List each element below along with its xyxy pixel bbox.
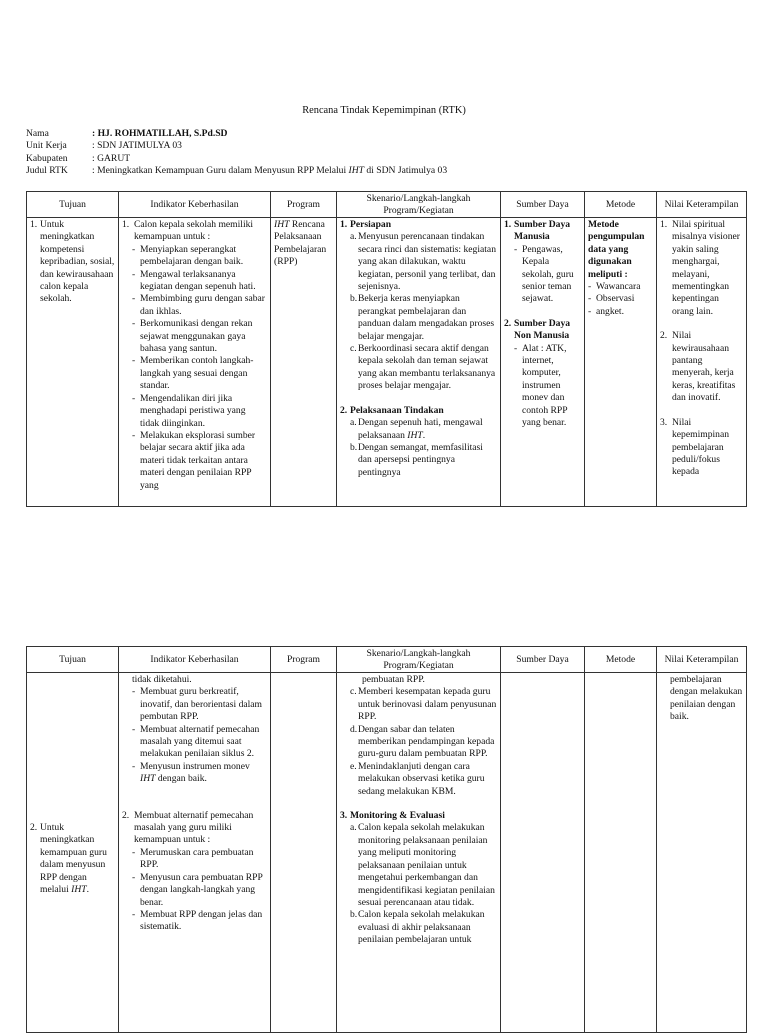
list-item: Menyusun cara pembuatan RPP dengan langkah-langkah yang benar.	[140, 871, 263, 908]
section-number: 1.	[340, 219, 348, 230]
section-title: Monitoring & Evaluasi	[350, 810, 445, 822]
indikator-continued: tidak diketahui.	[132, 674, 192, 685]
list-item: Membuat RPP dengan jelas dan sistematik.	[140, 908, 263, 933]
list-item: Wawancara	[596, 281, 641, 293]
list-item: Merumuskan cara pembuatan RPP.	[140, 846, 254, 871]
indikator-head: Calon kepala sekolah memiliki kemampuan untuk :	[134, 219, 254, 243]
header-nilai: Nilai Keterampilan	[657, 647, 747, 673]
item-marker: c.	[350, 686, 357, 698]
header-indikator: Indikator Keberhasilan	[119, 647, 271, 673]
table-row	[27, 218, 747, 507]
cell-skenario: 1. Persiapan a. Menyusun perencanaan tindakan secara rinci dan sistematis: kegiatan yang akan dilakukan, waktu kegiatan, personil yang terlibat, dan sejenisnya. b. Bekerja keras menyiapkan perangkat pembelajaran dan panduan dalam mengadakan proses belajar mengajar. c. Berkoordinasi secara aktif dengan kepala sekolah dan teman sejawat yang akan membantu terlaksananya proses belajar mengajar. 2. Pelaksanaan Tindakan a. Dengan sepenuh hati, mengawal pelaksanaan IHT. b. Dengan semangat, memfasilitasi dan apersepsi pentingnya pentingnya	[337, 218, 501, 507]
table-header-row	[27, 647, 747, 673]
meta-label: Judul RTK	[26, 165, 68, 177]
list-item: Dengan sepenuh hati, mengawal pelaksanaan IHT.	[358, 417, 483, 441]
list-item: Berkomunikasi dengan rekan sejawat menggunakan gaya bahasa yang santun.	[140, 318, 253, 355]
judul-text: : Meningkatkan Kemampuan Guru dalam Menyusun RPP Melalui	[92, 165, 349, 177]
header-nilai: Nilai Keterampilan	[657, 192, 747, 218]
cell-skenario	[337, 673, 501, 1033]
list-item: Nilai kepemimpinan pembelajaran peduli/fokus kepada	[672, 416, 730, 478]
cell-indikator: 1. Calon kepala sekolah memiliki kemampuan untuk : - Menyiapkan seperangkat pembelajaran dengan baik. - Mengawal terlaksananya kegiatan dengan sepenuh hati. - Membimbing guru dengan sabar dan ikhlas. - Berkomunikasi dengan rekan sejawat menggunakan gaya bahasa yang santun. - Memberikan contoh langkah-langkah yang sesuai dengan standar. - Mengendalikan diri jika menghadapi peristiwa yang tidak diinginkan. - Melakukan eksplorasi sumber belajar secara aktif jika ada materi tidak terkaitan antara materi dengan penilaian RPP yang	[119, 218, 271, 507]
cell-nilai	[657, 218, 747, 507]
cell-indikator: tidak diketahui. - Membuat guru berkreatif, inovatif, dan berorientasi dalam pembutan RPP. - Membuat alternatif pemecahan masalah yang ditemui saat melakukan penilaian siklus 2. - Menyusun instrumen monev IHT dengan baik. 2. Membuat alternatif pemecahan masalah yang guru miliki kemampuan untuk : - Merumuskan cara pembuatan RPP. - Menyusun cara pembuatan RPP dengan langkah-langkah yang benar. - Membuat RPP dengan jelas dan sistematik.	[119, 673, 271, 1033]
list-item: Mengendalikan diri jika menghadapi peristiwa yang tidak diinginkan.	[140, 392, 246, 429]
skenario-continued: pembuatan RPP.	[362, 674, 425, 685]
section-number: 2.	[504, 317, 512, 329]
cell-program	[271, 218, 337, 507]
program-text: Rencana Pelaksanaan Pembelajaran (RPP)	[274, 219, 327, 268]
list-item: Mengawal terlaksananya kegiatan dengan sepenuh hati.	[140, 268, 256, 293]
section-number: 1.	[504, 219, 512, 230]
tujuan-number: 1.	[30, 219, 38, 230]
list-item: Memberikan contoh langkah-langkah yang sesuai dengan standar.	[140, 355, 254, 392]
tujuan-number: 2.	[30, 822, 38, 833]
meta-row-judul	[26, 165, 447, 177]
section-number: 2.	[340, 404, 348, 416]
rtk-table-2	[26, 646, 747, 1033]
metode-title: Metode pengumpulan data yang digunakan meliputi :	[588, 219, 645, 280]
cell-sumber-daya	[501, 673, 585, 1033]
item-number: 1.	[660, 219, 668, 230]
section-number: 3.	[340, 810, 348, 822]
list-item: Membimbing guru dengan sabar dan ikhlas.	[140, 293, 265, 317]
item-marker: b.	[350, 909, 358, 921]
item-marker: d.	[350, 723, 358, 735]
program-emphasis: IHT	[274, 219, 290, 230]
meta-row-kabupaten	[26, 153, 447, 165]
list-item: Bekerja keras menyiapkan perangkat pembelajaran dan panduan dalam mengadakan proses belajar mengajar.	[358, 293, 495, 342]
cell-sumber-daya: 1. Sumber Daya Manusia - Pengawas, Kepala sekolah, guru senior teman sejawat. 2. Sumber Daya Non Manusia - Alat : ATK, internet, komputer, instrumen monev dan contoh RPP yang benar.	[501, 218, 585, 507]
item-number: 3.	[660, 416, 668, 428]
section-title: Persiapan	[350, 219, 392, 230]
list-item: Melakukan eksplorasi sumber belajar secara aktif jika ada materi tidak terkaitan antara materi dengan penilaian RPP yang	[140, 429, 256, 491]
list-item: Dengan sabar dan telaten memberikan pendampingan kepada guru-guru dalam pembuatan RPP.	[358, 723, 495, 760]
item-marker: c.	[350, 343, 357, 355]
meta-info	[26, 128, 447, 178]
document-title: Rencana Tindak Kepemimpinan (RTK)	[302, 105, 466, 116]
indikator-number: 2.	[122, 809, 130, 821]
list-item: Menindaklanjuti dengan cara melakukan observasi ketika guru sedang melakukan KBM.	[358, 760, 485, 797]
meta-label: Nama	[26, 128, 49, 139]
list-item: Observasi	[596, 293, 635, 305]
item-marker: b.	[350, 293, 358, 305]
list-item: Nilai kewirausahaan pantang menyerah, kerja keras, kreatifitas dan inovatif.	[672, 330, 736, 404]
meta-value	[92, 165, 447, 177]
tujuan-text: Untuk meningkatkan kemampuan guru dalam menyusun RPP dengan melalui IHT.	[40, 822, 107, 896]
section-title: Pelaksanaan Tindakan	[350, 404, 444, 416]
header-indikator: Indikator Keberhasilan	[119, 192, 271, 218]
cell-nilai	[657, 673, 747, 1033]
indikator-head: Membuat alternatif pemecahan masalah yang guru miliki kemampuan untuk :	[134, 809, 254, 846]
header-program: Program	[271, 192, 337, 218]
header-tujuan: Tujuan	[27, 647, 119, 673]
cell-tujuan	[27, 673, 119, 1033]
list-item: Menyiapkan seperangkat pembelajaran dengan baik.	[140, 243, 244, 268]
table-row	[27, 673, 747, 1033]
cell-metode	[585, 673, 657, 1033]
cell-program	[271, 673, 337, 1033]
meta-label: Unit Kerja	[26, 140, 67, 152]
list-item: Dengan semangat, memfasilitasi dan apersepsi pentingnya pentingnya	[358, 441, 483, 478]
judul-emphasis: IHT	[348, 165, 364, 177]
list-item: angket.	[596, 305, 624, 317]
header-tujuan: Tujuan	[27, 192, 119, 218]
header-metode: Metode	[585, 192, 657, 218]
item-number: 2.	[660, 330, 668, 342]
list-item: Pengawas, Kepala sekolah, guru senior teman sejawat.	[522, 243, 574, 305]
nilai-continued: pembelajaran dengan melakukan penilaian dengan baik.	[670, 674, 743, 723]
list-item: Menyusun perencanaan tindakan secara rinci dan sistematis: kegiatan yang akan dilakukan, waktu kegiatan, personil yang terlibat, dan sejenisnya.	[358, 231, 496, 293]
table-header-row	[27, 192, 747, 218]
section-title: Sumber Daya Manusia	[514, 219, 571, 243]
list-item: Membuat alternatif pemecahan masalah yang ditemui saat melakukan penilaian siklus 2.	[140, 723, 260, 760]
meta-row-unit	[26, 140, 447, 152]
meta-value: : HJ. ROHMATILLAH, S.Pd.SD	[92, 128, 228, 139]
list-item: Nilai spiritual misalnya visioner yakin saling menghargai, melayani, mementingkan kepentingan orang lain.	[672, 219, 740, 317]
list-item: Memberi kesempatan kepada guru untuk berinovasi dalam penyusunan RPP.	[358, 686, 497, 723]
judul-text-end: di SDN Jatimulya 03	[363, 165, 448, 177]
list-item: Calon kepala sekolah melakukan monitoring pelaksanaan penilaian yang meliputi monitoring pelaksanaan penilaian untuk mengetahui perkembangan dan mengidentifikasi kegiatan penilaian sesuai perencanaan atau tidak.	[358, 822, 495, 908]
header-program: Program	[271, 647, 337, 673]
item-marker: a.	[350, 822, 357, 834]
header-metode: Metode	[585, 647, 657, 673]
cell-tujuan	[27, 218, 119, 507]
header-sumber-daya: Sumber Daya	[501, 647, 585, 673]
header-sumber-daya: Sumber Daya	[501, 192, 585, 218]
item-marker: e.	[350, 760, 357, 772]
header-skenario: Skenario/Langkah-langkah Program/Kegiatan	[337, 647, 501, 673]
list-item: Calon kepala sekolah melakukan evaluasi di akhir pelaksanaan penilaian pembelajaran untuk	[358, 909, 485, 946]
item-marker: a.	[350, 231, 357, 243]
rtk-table-1	[26, 191, 747, 507]
meta-value: : GARUT	[92, 152, 131, 164]
list-item: Menyusun instrumen monev IHT dengan baik.	[140, 760, 250, 785]
list-item: Membuat guru berkreatif, inovatif, dan berorientasi dalam pembutan RPP.	[140, 686, 263, 723]
cell-metode: Metode pengumpulan data yang digunakan meliputi : - Wawancara - Observasi - angket.	[585, 218, 657, 507]
meta-value: : SDN JATIMULYA 03	[92, 140, 182, 152]
meta-row-nama	[26, 128, 447, 140]
indikator-number: 1.	[122, 219, 130, 230]
meta-label: Kabupaten	[26, 152, 68, 164]
header-skenario: Skenario/Langkah-langkah Program/Kegiatan	[337, 192, 501, 218]
tujuan-text: Untuk meningkatkan kompetensi kepribadian, sosial, dan kewirausahaan calon kepala sekolah.	[40, 219, 115, 305]
section-title: Sumber Daya Non Manusia	[514, 317, 571, 342]
list-item: Berkoordinasi secara aktif dengan kepala sekolah dan teman sejawat yang akan membantu terlaksananya proses belajar mengajar.	[358, 343, 496, 392]
list-item: Alat : ATK, internet, komputer, instrumen monev dan contoh RPP yang benar.	[522, 342, 568, 429]
